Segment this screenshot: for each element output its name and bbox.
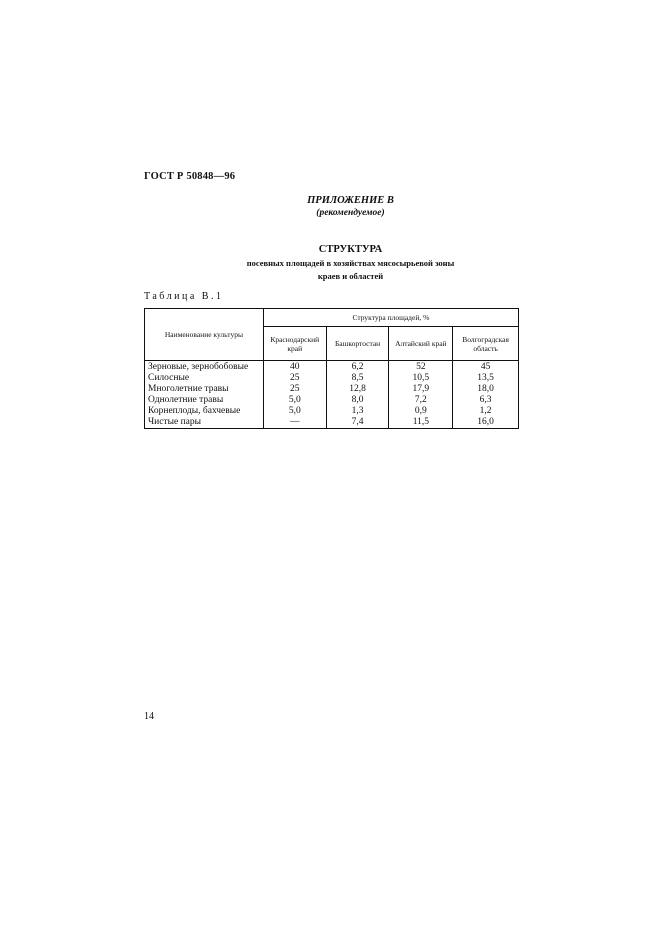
crop-name-cell: Чистые пары [145,417,264,429]
value-cell: 11,5 [389,417,453,429]
value-cell: 25 [263,373,326,384]
crop-name-cell: Зерновые, зернобобовые [145,361,264,374]
table-row [145,384,519,395]
value-cell: 8,5 [326,373,389,384]
value-cell: 6,3 [453,395,519,406]
value-cell: 52 [389,361,453,374]
table-row [145,395,519,406]
value-cell: 7,2 [389,395,453,406]
value-cell: 5,0 [263,406,326,417]
appendix-title: ПРИЛОЖЕНИЕ В [307,195,394,206]
value-cell: 17,9 [389,384,453,395]
structure-subtitle-line2: краев и областей [317,271,384,281]
table-row [145,373,519,384]
value-cell: — [263,417,326,429]
value-cell: 8,0 [326,395,389,406]
value-cell: 16,0 [453,417,519,429]
value-cell: 0,9 [389,406,453,417]
value-cell: 7,4 [326,417,389,429]
table-label: Таблица В.1 [144,291,224,302]
page-number: 14 [144,711,154,722]
column-header-altai: Алтайский край [389,327,453,361]
value-cell: 18,0 [453,384,519,395]
value-cell: 10,5 [389,373,453,384]
structure-subtitle-line1: посевных площадей в хозяйствах мясосырьевой зоны [246,258,455,268]
standard-code: ГОСТ Р 50848—96 [144,171,236,182]
crop-name-cell: Однолетние травы [145,395,264,406]
table-row [145,417,519,429]
value-cell: 40 [263,361,326,374]
value-cell: 12,8 [326,384,389,395]
column-header-volgograd: Волгоградская область [453,327,519,361]
appendix-subtitle: (рекомендуемое) [316,208,385,218]
value-cell: 6,2 [326,361,389,374]
value-cell: 13,5 [453,373,519,384]
table-row [145,406,519,417]
table-row [145,361,519,374]
column-header-bashkortostan: Башкортостан [326,327,389,361]
area-structure-header: Структура площадей, % [263,309,518,327]
value-cell: 25 [263,384,326,395]
structure-title: СТРУКТУРА [318,244,383,255]
crop-name-header: Наименование культуры [145,309,264,361]
column-header-krasnodar: Краснодарский край [263,327,326,361]
value-cell: 1,2 [453,406,519,417]
crop-name-cell: Многолетние травы [145,384,264,395]
value-cell: 5,0 [263,395,326,406]
crop-name-cell: Силосные [145,373,264,384]
crop-name-cell: Корнеплоды, бахчевые [145,406,264,417]
value-cell: 45 [453,361,519,374]
value-cell: 1,3 [326,406,389,417]
crop-structure-table [144,308,519,429]
